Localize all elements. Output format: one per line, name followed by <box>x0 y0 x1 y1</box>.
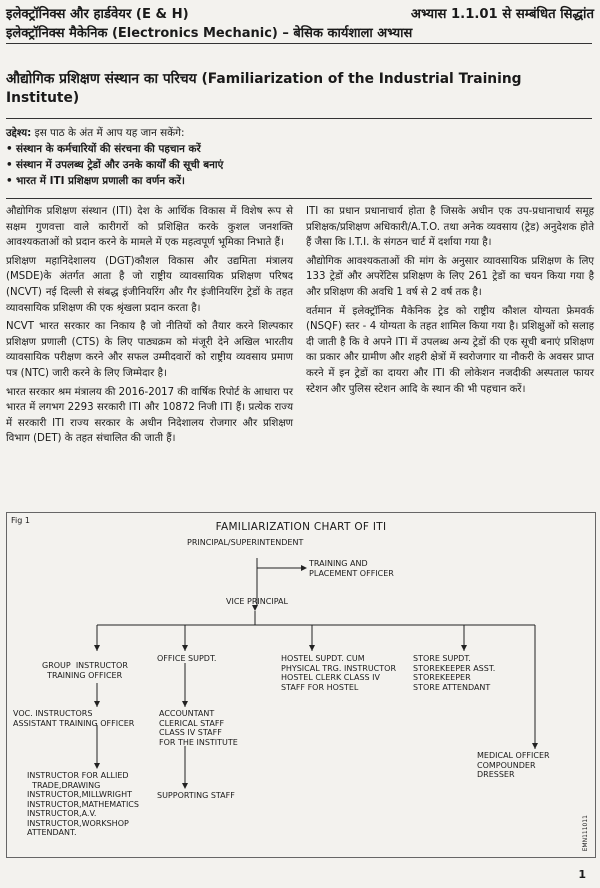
node-group-instructor: GROUP INSTRUCTOR TRAINING OFFICER <box>42 661 128 680</box>
exercise-reference: अभ्यास 1.1.01 से सम्बंधित सिद्धांत <box>410 7 594 22</box>
body-right-column <box>306 204 594 400</box>
node-supporting-staff: SUPPORTING STAFF <box>157 791 235 800</box>
trade-title: इलेक्ट्रॉनिक्स और हार्डवेयर (E & H) <box>6 7 189 22</box>
node-voc-instructors: VOC. INSTRUCTORS ASSISTANT TRAINING OFFICER <box>13 709 135 728</box>
objective-item: • संस्थान के कर्मचारियों की संरचना की पहचान करें <box>6 141 592 157</box>
body-left-column <box>6 204 293 450</box>
paragraph: ITI का प्रधान प्रधानाचार्य होता है जिसके अधीन एक उप-प्रधानाचार्य समूह प्रशिक्षक/प्रशिक्षण अधिकारी/A.T.O. तथा अनेक व्यवसाय (ट्रेड) अनुदेशक होते हैं जैसा कि I.T.I. के संगठन चार्ट में दर्शाया गया है। <box>306 206 594 249</box>
page-number: 1 <box>578 868 586 881</box>
objective-item: • भारत में ITI प्रशिक्षण प्रणाली का वर्णन करें। <box>6 173 592 189</box>
objectives-intro: इस पाठ के अंत में आप यह जान सकेंगे: <box>31 127 185 139</box>
node-accountant: ACCOUNTANT CLERICAL STAFF CLASS IV STAFF FOR THE INSTITUTE <box>159 709 238 747</box>
figure-label: Fig 1 <box>11 516 30 525</box>
header-divider <box>6 43 592 44</box>
paragraph: भारत सरकार श्रम मंत्रालय की 2016-2017 की वार्षिक रिपोर्ट के आधारा पर भारत में लगभग 2293 सरकारी ITI और 10872 निजी ITI हैं। प्रत्येक राज्य में सरकारी ITI राज्य सरकार के अधीन निदेशालय रोजगार और प्रशिक्षण विभाग (DET) के तहत संचालित की जाती हैं। <box>6 386 293 445</box>
paragraph: NCVT भारत सरकार का निकाय है जो नीतियों को तैयार करने शिल्पकार प्रशिक्षण प्रणाली (CTS) के लिए पाठ्यक्रम को मंजूरी देने अखिल भारतीय व्यावसायिक परीक्षण करने और सफल उम्मीदवारों को राष्ट्रीय व्यवसाय प्रमाण पत्र (NTC) जारी करने के लिए जिम्मेदार है। <box>6 321 293 379</box>
node-medical-officer: MEDICAL OFFICER COMPOUNDER DRESSER <box>477 751 550 779</box>
header-line <box>6 4 594 22</box>
org-chart-figure <box>6 512 596 858</box>
chart-title: FAMILIARIZATION CHART OF ITI <box>215 521 387 533</box>
title-divider <box>6 118 592 119</box>
node-vice-principal: VICE PRINCIPAL <box>226 597 288 606</box>
paragraph: वर्तमान में इलेक्ट्रॉनिक मैकेनिक ट्रेड को राष्ट्रीय कौशल योग्यता फ्रेमवर्क (NSQF) स्तर - 4 योग्यता के तहत शामिल किया गया है। प्रशिक्षुओं को सलाह दी जाती है कि वे अपने ITI में उपलब्ध अन्य ट्रेडों की एक सूची बनाएं प्रशिक्षण का प्रकार और ग्रामीण और शहरी क्षेत्रों में स्वरोजगार या नौकरी के अवसर प्राप्त करने में इन ट्रेडों का दायरा और ITI की लोकेशन नजदीकी अस्पताल फायर स्टेशन और पुलिस स्टेशन आदि के स्थान की भी पहचान करें। <box>306 305 594 395</box>
course-subtitle: इलेक्ट्रॉनिक्स मैकेनिक (Electronics Mechanic) – बेसिक कार्यशाला अभ्यास <box>6 26 413 41</box>
objectives-list <box>6 141 592 189</box>
figure-code: EMN111011 <box>582 814 589 851</box>
objectives-label: उद्देश्य: <box>6 127 32 139</box>
node-hostel-staff: HOSTEL SUPDT. CUM PHYSICAL TRG. INSTRUCTOR HOSTEL CLERK CLASS IV STAFF FOR HOSTEL <box>281 654 397 692</box>
paragraph: औद्योगिक प्रशिक्षण संस्थान (ITI) देश के आर्थिक विकास में विशेष रूप से सक्षम गुणवत्ता वाले कारीगरों को प्रशिक्षित करके कुशल जनशक्ति आवश्यकताओं को प्रदान करने के मामले में एक महत्वपूर्ण भूमिका निभाते हैं। <box>6 206 293 249</box>
node-training-placement-officer: TRAINING AND PLACEMENT OFFICER <box>309 559 394 578</box>
paragraph: औद्योगिक आवश्यकताओं की मांग के अनुसार व्यावसायिक प्रशिक्षण के लिए 133 ट्रेडों और अपरेंटिस प्रशिक्षण के लिए 261 ट्रेडों का चयन किया गया है और प्रशिक्षण की अवधि 1 वर्ष से 2 वर्ष तक है। <box>306 255 594 298</box>
node-instructors: INSTRUCTOR FOR ALLIED TRADE,DRAWING INSTRUCTOR,MILLWRIGHT INSTRUCTOR,MATHEMATICS INSTRUCTOR,A.V. INSTRUCTOR,WORKSHOP ATTENDANT. <box>27 771 139 837</box>
lesson-title: औद्योगिक प्रशिक्षण संस्थान का परिचय (Familiarization of the Industrial Training Institute) <box>6 71 522 106</box>
node-office-supdt: OFFICE SUPDT. <box>157 654 217 663</box>
objective-item: • संस्थान में उपलब्ध ट्रेडों और उनके कार्यों की सूची बनाएं <box>6 157 592 173</box>
objectives-block <box>6 125 592 189</box>
node-principal: PRINCIPAL/SUPERINTENDENT <box>187 538 304 547</box>
objectives-divider <box>6 198 592 199</box>
node-store-staff: STORE SUPDT. STOREKEEPER ASST. STOREKEEPER STORE ATTENDANT <box>413 654 496 692</box>
paragraph: प्रशिक्षण महानिदेशालय (DGT)कौशल विकास और उद्यमिता मंत्रालय (MSDE)के अंतर्गत आता है जो राष्ट्रीय व्यावसायिक प्रशिक्षण परिषद (NCVT) नई दिल्ली से संबद्ध इंजीनियरिंग और गैर इंजीनियरिंग ट्रेडों के तहत व्यावसायिक प्रशिक्षण की एक श्रृंखला प्रदान करता है। <box>6 255 293 314</box>
